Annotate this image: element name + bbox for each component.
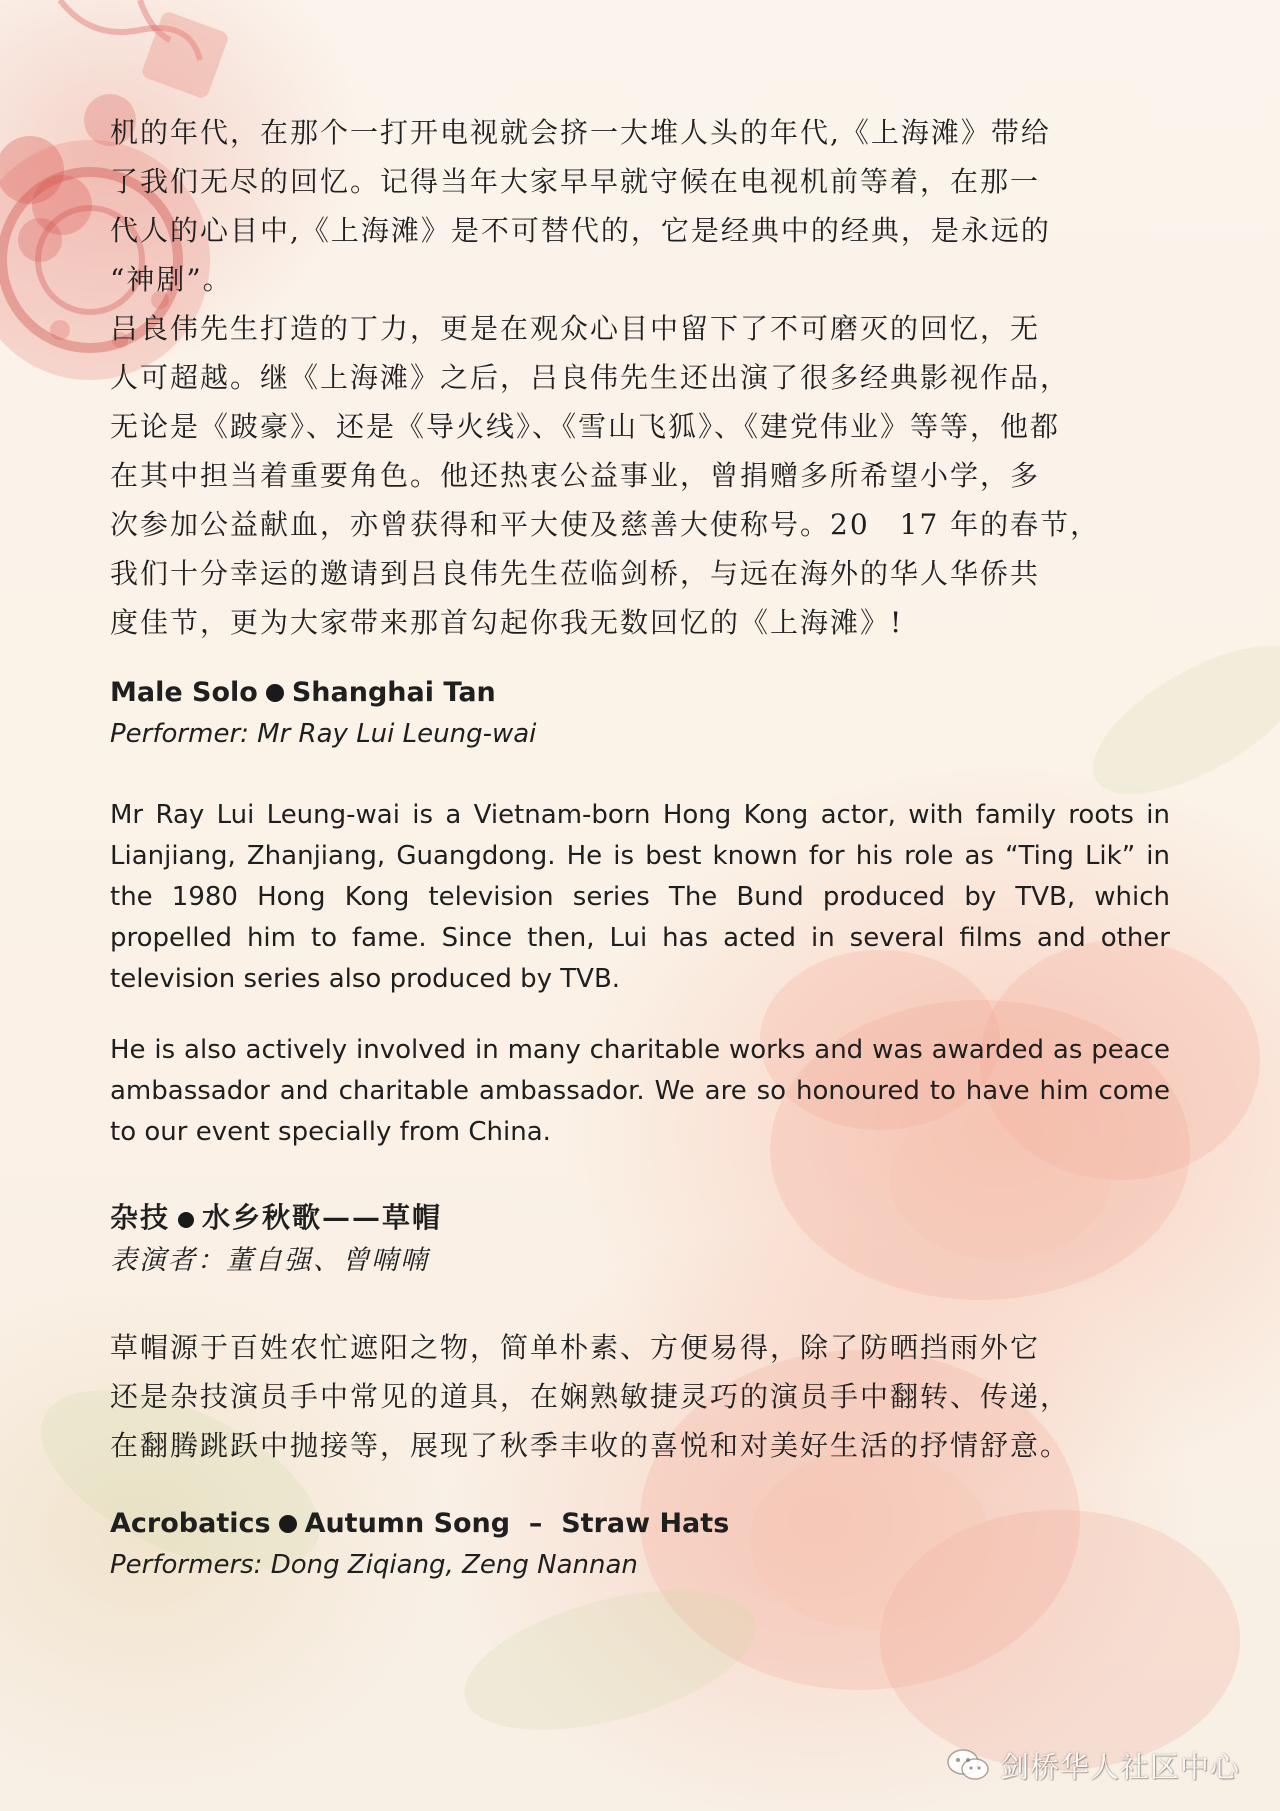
program-title-male-solo <box>110 673 1170 713</box>
program-name: Shanghai Tan <box>291 677 496 708</box>
bullet-dot-icon <box>266 684 284 702</box>
program-name-cn: 水乡秋歌——草帽 <box>202 1201 443 1234</box>
performer-line-en: Performers: Dong Ziqiang, Zeng Nannan <box>110 1550 638 1580</box>
program-category: Male Solo <box>110 677 258 708</box>
program-title-acrobatics-en <box>110 1504 1170 1544</box>
watermark-text: 剑桥华人社区中心 <box>999 1749 1240 1784</box>
program-content <box>110 108 1170 1586</box>
program-subtitle-en: Straw Hats <box>561 1508 730 1539</box>
wechat-watermark <box>946 1745 1240 1785</box>
bullet-dot-icon <box>279 1515 297 1533</box>
bullet-dot-icon <box>178 1212 194 1228</box>
program-category-cn: 杂技 <box>110 1201 171 1234</box>
english-bio-paragraph: Mr Ray Lui Leung-wai is a Vietnam-born Hong Kong actor, with family roots in Lianjiang, Zhanjiang, Guangdong. He is best known for his role as “Ting Lik” in the 1980 Hong Kong television series The Bund produced by TVB, which propelled him to fame. Since then, Lui has acted in several films and other television series also produced by TVB. <box>110 800 1170 994</box>
english-charity-paragraph: He is also actively involved in many charitable works and was awarded as peace ambassador and charitable ambassador. We are so honoured to have him come to our event specially from China. <box>110 1035 1170 1147</box>
chinese-acrobatics-paragraph: 草帽源于百姓农忙遮阳之物，简单朴素、方便易得，除了防晒挡雨外它 还是杂技演员手中常见的道具，在娴熟敏捷灵巧的演员手中翻转、传递， 在翻腾跳跃中抛接等，展现了秋季丰收的喜悦和对美好生活的抒情舒意。 <box>110 1331 1071 1462</box>
title-separator: – <box>528 1508 543 1539</box>
program-title-acrobatics-cn <box>110 1197 1170 1239</box>
performer-line-cn: 表演者：董自强、曾喃喃 <box>110 1245 429 1276</box>
program-category-en: Acrobatics <box>110 1508 271 1539</box>
wechat-icon <box>946 1747 990 1783</box>
chinese-intro-paragraph: 机的年代，在那个一打开电视就会挤一大堆人头的年代,《上海滩》带给 了我们无尽的回忆。记得当年大家早早就守候在电视机前等着，在那一 代人的心目中,《上海滩》是不可替代的，它是经典中的经典，是永远的 “神剧”。 吕良伟先生打造的丁力，更是在观众心目中留下了不可磨灭的回忆，无 人可超越。继《上海滩》之后，吕良伟先生还出演了很多经典影视作品， 无论是《跛豪》、还是《导火线》、《雪山飞狐》、《建党伟业》等等，他都 在其中担当着重要角色。他还热衷公益事业，曾捐赠多所希望小学，多 次参加公益献血，亦曾获得和平大使及慈善大使称号。20 17 年的春节， 我们十分幸运的邀请到吕良伟先生莅临剑桥，与远在海外的华人华侨共 度佳节，更为大家带来那首勾起你我无数回忆的《上海滩》! <box>110 116 1101 639</box>
performer-line: Performer: Mr Ray Lui Leung-wai <box>110 719 537 749</box>
program-name-en: Autumn Song <box>304 1508 511 1539</box>
